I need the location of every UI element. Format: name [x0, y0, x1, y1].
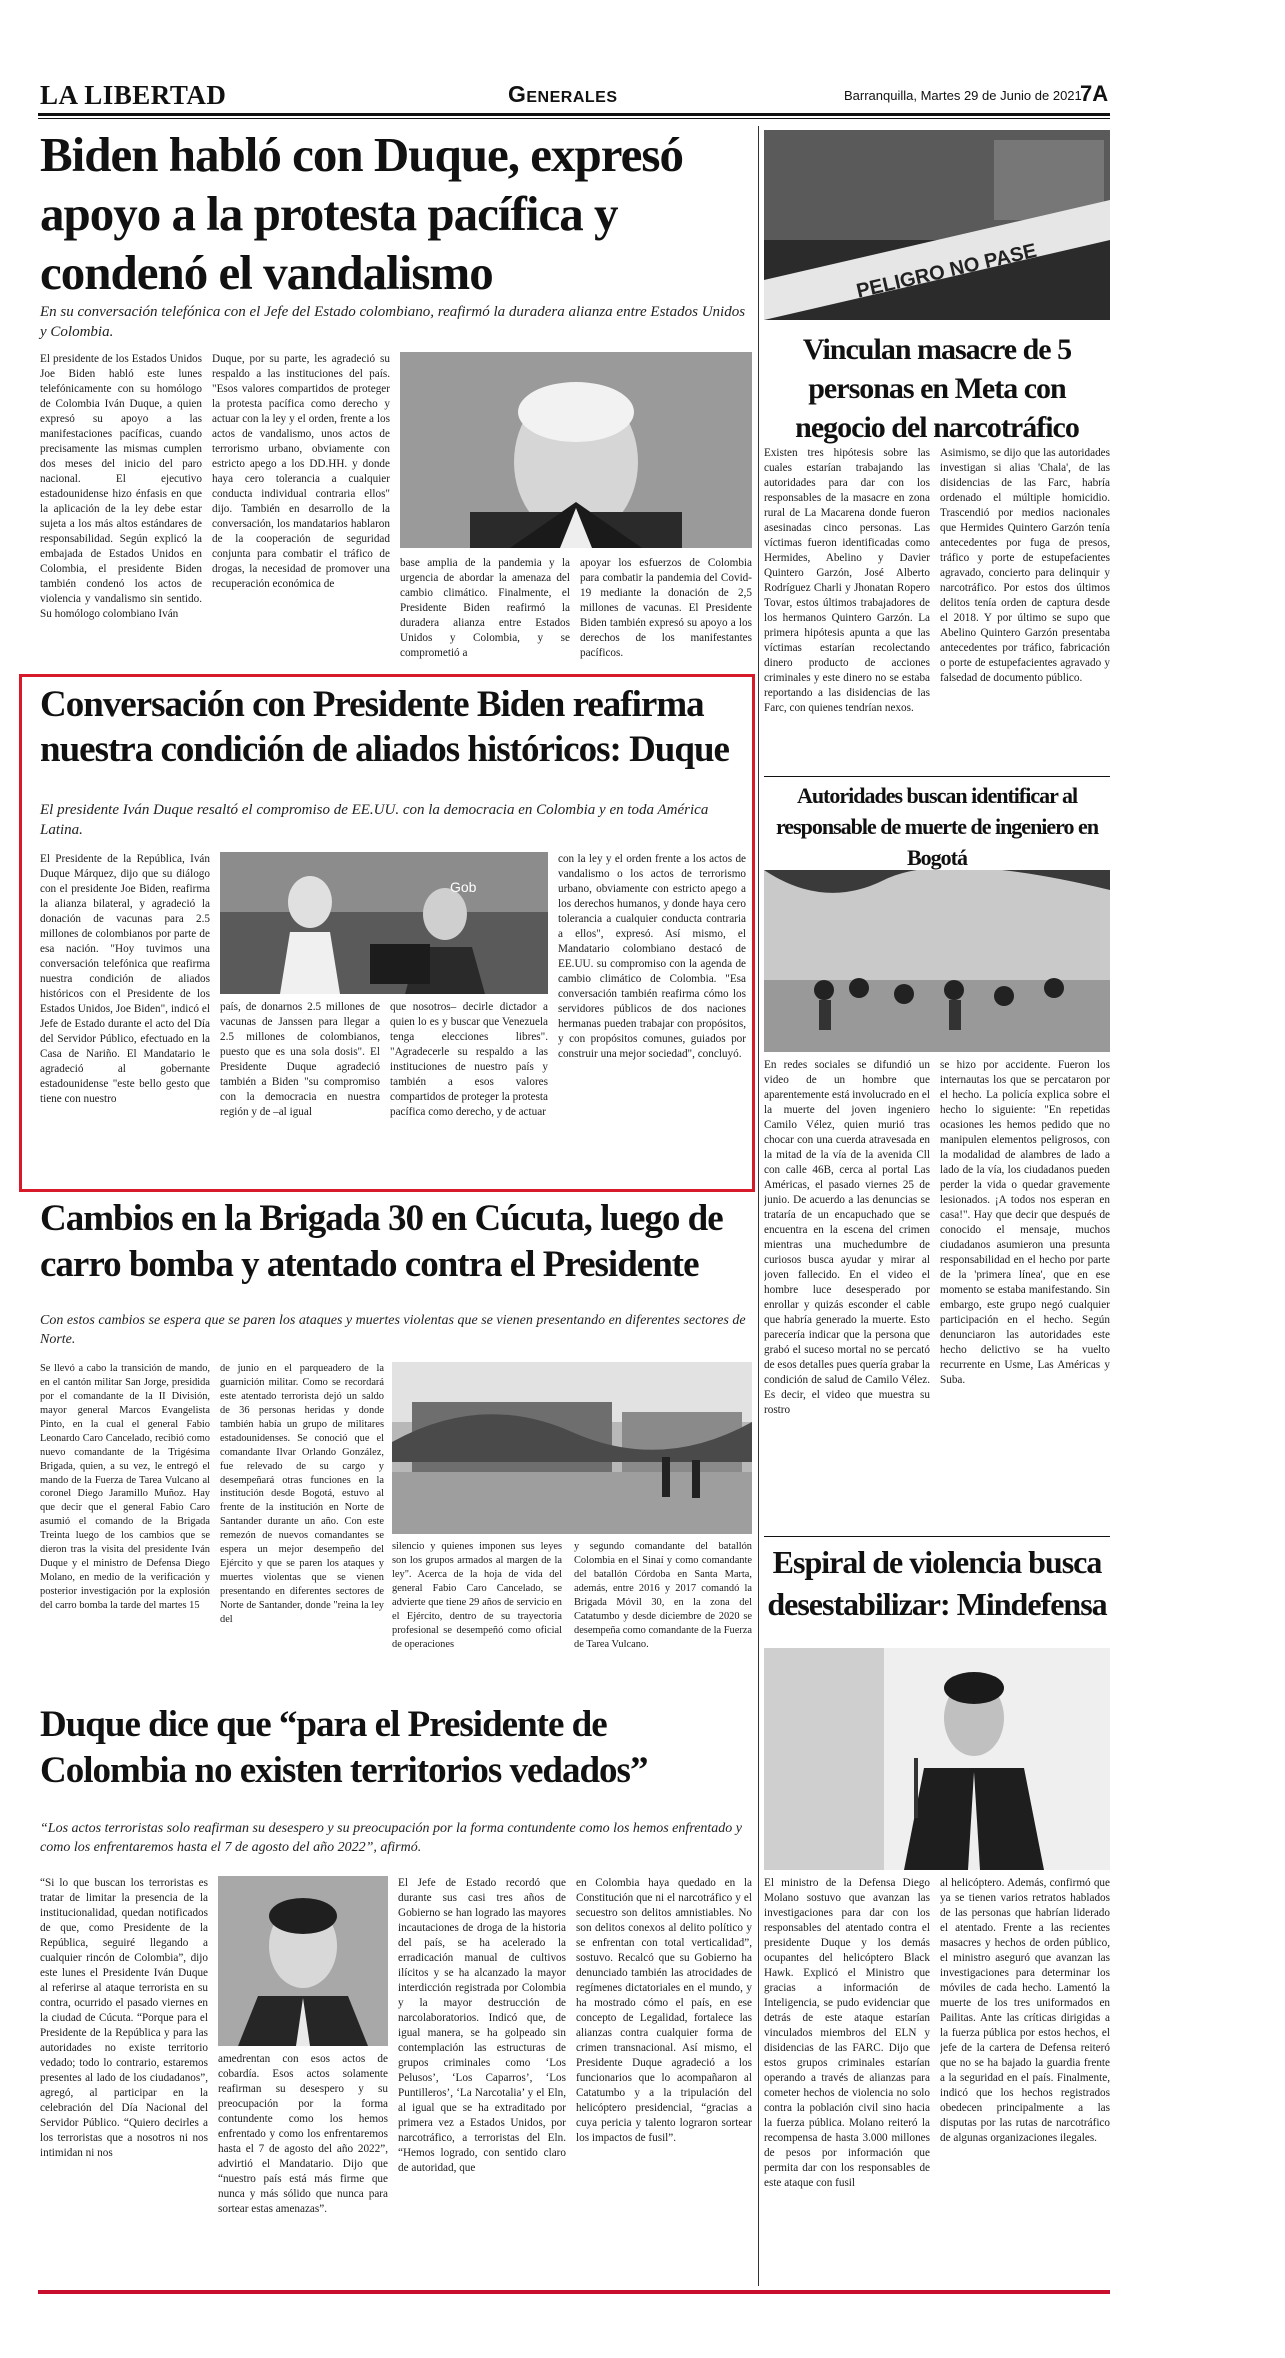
duque-portrait-art [218, 1876, 388, 2046]
s1-col1 [764, 446, 930, 774]
a3-deck: Con estos cambios se espera que se paren los ataques y muertes violentas que se vienen presentando en diferentes sectores de Norte. [40, 1313, 746, 1347]
s1-photo-tape [764, 130, 1110, 320]
a3-col2-text: de junio en el parqueadero de la guarnición militar. Como se recordará este atentado terrorista dejó un saldo de 36 personas heridas y donde también había un grupo de militares estadounidenses. Se conoció que el comandante Ilvar Orlando González, fue relevado de su cargo y desempeñará otras funciones en la institución desde Bogotá, estuvo al frente de la institución en Norte de Santander durante un año. Con este remezón de nuevos comandantes se espera un mejor desempeño del Ejército y que se paren los ataques y muertes violentas que se vienen presentando en diferentes sectores de Norte de Santander, donde "reina la ley del [220, 1363, 384, 1625]
a4-col4-text: en Colombia haya quedado en la Constitución que ni el narcotráfico y el secuestro son delitos amnistiables. No son delitos conexos al delito político y se enfrentan con total verticalidad”, sostuvo. Recalcó que su Gobierno ha denunciado también las atrocidades de regímenes dictatoriales en el mundo, y ha mostrado cómo el país, en ese concepto de Legalidad, fortalece las alianzas contra cualquier forma de crimen transnacional. Así mismo, el Presidente Duque agradeció a los funcionarios que lo acompañaron al Catatumbo y a la tripulación del helicóptero presidencial, “gracias a cuya pericia y talento lograron sortear los impactos de fusil”. [576, 1877, 752, 2144]
a1-col4 [580, 556, 752, 660]
a3-photo-brigade [392, 1362, 752, 1534]
tape-photo-art [764, 130, 1110, 320]
molano-photo-art [764, 1648, 1110, 1870]
s3-rule [764, 1536, 1110, 1537]
a2-headline: Conversación con Presidente Biden reafirma nuestra condición de aliados históricos: Duque [40, 684, 729, 771]
a4-headline: Duque dice que “para el Presidente de Colombia no existen territorios vedados” [40, 1704, 648, 1792]
a2-col4-text: con la ley y el orden frente a los actos de vandalismo o los actos de terrorismo urbano, obviamente con estricto apego a los derechos humanos, y donde haya cero tolerancia a cualquier conducta contraria a ellos", expresó. Así mismo, el Mandatario colombiano destacó de EE.UU. su compromiso con la agenda de cambio climático de Colombia. "Esa conversación también reafirma cómo los servidores públicos de dos naciones hermanas pueden trabajar con propósitos, y con propósitos comunes, guiados por construir una mejor sociedad", concluyó. [558, 853, 746, 1060]
a2-col2-text: país, de donarnos 2.5 millones de vacunas de Janssen para llegar a 2.5 millones de colombianos, puesto que es una sola dosis". El Presidente Duque agradeció también a Biden "su compromiso con la democracia en nuestra región y de –al igual [220, 1001, 380, 1118]
a2-col1-text: El Presidente de la República, Iván Duque Márquez, dijo que su diálogo con el presidente Joe Biden, reafirma la alianza bilateral, y agradeció la donación de vacunas para 2.5 millones de colombianos por parte de esa nación. "Hoy tuvimos una conversación telefónica que reafirma nuestra condición de aliados históricos con el Presidente de los Estados Unidos, Joe Biden", indicó el Jefe de Estado durante el acto del Día del Servidor Público, efectuado en la Casa de Nariño. El Mandatario le agradeció al gobernante estadounidense "este bello gesto que tiene con nuestro [40, 853, 210, 1105]
a3-col4 [574, 1540, 752, 1692]
a3-col4-text: y segundo comandante del batallón Colombia en el Sinaí y como comandante del batallón Córdoba en Santa Marta, además, entre 2016 y 2017 comandó la Brigada Móvil 30, en la zona del Catatumbo y desde diciembre de 2020 se desempeña como comandante de la Fuerza de Tarea Vulcano. [574, 1541, 752, 1650]
a2-col3-text: que nosotros– decirle dictador a quien lo es y buscar que Venezuela tenga elecciones libres". "Agradecerle su respaldo a las instituciones de nuestro país y también a esos valores compartidos de proteger la protesta pacífica como derecho, y de actuar [390, 1001, 548, 1118]
a4-col1 [40, 1876, 208, 2284]
a4-col4 [576, 1876, 752, 2284]
bottom-rule [38, 2290, 1110, 2294]
a2-photo-duque [220, 852, 548, 994]
s2-photo-crowd [764, 870, 1110, 1052]
a1-col4-text: apoyar los esfuerzos de Colombia para combatir la pandemia del Covid-19 mediante la donación de 2,5 millones de vacunas. El Presidente Biden también expresó su apoyo a los derechos de los manifestantes pacíficos. [580, 557, 752, 659]
a1-col3 [400, 556, 570, 660]
s2-col1-text: En redes sociales se difundió un video de un hombre que aparentemente está involucrado en el la muerte del joven ingeniero Camilo Vélez, quien murió tras chocar con una cuerda atravesada en la mitad de la vía de la avenida Cll con calle 46B, cerca al portal Las Américas, el pasado viernes 25 de junio. De acuerdo a las denuncias se trataría de un encapuchado que se encuentra en la escena del crimen mientras una muchedumbre de curiosos busca ayudar y mirar al joven fallecido. En el video el hombre luce desesperado por enrollar y quizás esconder el cable que habría generado la muerte. Esto parecería indicar que la persona que grabó el suceso mortal no se percató de esos detalles pues quería grabar la condición de salud de Camilo Vélez. Es decir, el video que muestra su rostro [764, 1059, 930, 1416]
s2-rule [764, 776, 1110, 777]
masthead [38, 76, 1110, 112]
s3-col2 [940, 1876, 1110, 2284]
a1-deck: En su conversación telefónica con el Jefe del Estado colombiano, reafirmó la duradera alianza entre Estados Unidos y Colombia. [40, 304, 746, 341]
a2-col1 [40, 852, 210, 1184]
duque-photo-art [220, 852, 548, 994]
masthead-rule [38, 113, 1110, 116]
s3-col2-text: al helicóptero. Además, confirmó que ya se tienen varios retratos hablados de las personas que habrían liderado el atentado. Frente a las recientes masacres y hechos de orden público, el ministro aseguró que avanzan las investigaciones para determinar los móviles de cada hecho. Lamentó la muerte de los tres uniformados en Pailitas. Ante las críticas dirigidas a la fuerza pública por estos hechos, el jefe de la cartera de Defensa reiteró que no se ha bajado la guardia frente a la seguridad en el país. Finalmente, indicó que los hechos registrados obedecen principalmente a las disputas por las rutas de narcotráfico de algunas organizaciones ilegales. [940, 1877, 1110, 2144]
a2-col2 [220, 1000, 380, 1184]
a1-col1 [40, 352, 202, 660]
s3-headline: Espiral de violencia busca desestabilizar: Mindefensa [767, 1544, 1107, 1622]
a1-col1-text: El presidente de los Estados Unidos Joe Biden habló este lunes telefónicamente con su homólogo de Colombia Iván Duque, a quien expresó su apoyo a las manifestaciones pacíficas, cuando precisamente las mismas cumplen dos meses del inicio del paro nacional. El ejecutivo estadounidense hizo énfasis en que la aplicación de la ley debe estar sujeta a los más altos estándares de responsabilidad. Según explicó la embajada de Estados Unidos en Colombia, el presidente Biden también condenó los actos de violencia y vandalismo sin sentido. Su homólogo colombiano Iván [40, 353, 202, 620]
s2-col2-text: se hizo por accidente. Fueron los internautas los que se percataron por el hecho. La policía explica sobre el hecho lo siguiente: "En repetidas ocasiones les hemos pedido que no manipulen elementos peligrosos, con la modalidad de alambres de lado a lado de la vía, los ciudadanos pueden perder la vida o quedar gravemente lesionados. ¡A todos nos esperan en casa!". Hay que decir que después de conocido el mensaje, muchos ciudadanos asumieron una presunta responsabilidad en el hecho por parte de la 'primera línea', que en ese momento se estaba manifestando. Sin embargo, este grupo negó cualquier participación en el hecho. Según denunciaron las autoridades este hecho delictivo se ha vuelto recurrente en Usme, Las Américas y Suba. [940, 1059, 1110, 1386]
s1-col2 [940, 446, 1110, 774]
s2-headline: Autoridades buscan identificar al responsable de muerte de ingeniero en Bogotá [775, 783, 1099, 871]
a4-col2-text: amedrentan con esos actos de cobardía. Esos actos solamente reafirman su desespero y su preocupación por la forma contundente como los hemos enfrentado y como los enfrentaremos hasta el 7 de agosto del año 2022”, advirtió el Mandatario. Dijo que “nuestro país está más firme que nunca y más sólido que nunca para sortear estas amenazas”. [218, 2053, 388, 2215]
s2-col2 [940, 1058, 1110, 1530]
s1-headline: Vinculan masacre de 5 personas en Meta con negocio del narcotráfico [795, 333, 1079, 444]
column-divider [758, 126, 759, 2286]
page-number: 7A [1080, 81, 1109, 106]
section-name: Generales [508, 81, 618, 107]
s2-col1 [764, 1058, 930, 1530]
a1-col2-text: Duque, por su parte, les agradeció su respaldo a las instituciones del país. "Esos valores compartidos de proteger la protesta pacífica como derecho y actuar con la ley y el orden, frente a los actos de vandalismo, unos actos de terrorismo urbano, obviamente con estricto apego a los DD.HH. y donde haya cero tolerancia a cualquier conducta individual contraria ellos" dijo. También en desarrollo de la conversación, los mandatarios hablaron de la cooperación de seguridad conjunta para combatir el tráfico de drogas, la necesidad de promover una recuperación económica de [212, 353, 390, 590]
a3-col2 [220, 1362, 384, 1692]
a4-col3-text: El Jefe de Estado recordó que durante sus casi tres años de Gobierno se han logrado las mayores incautaciones de droga de la historia del país, se ha acelerado la erradicación manual de cultivos ilícitos y se ha alcanzado la mayor interdicción registrada por Colombia y la mayor destrucción de narcolaboratorios. Indicó que, de igual manera, se ha golpeado sin contemplación las estructuras de grupos criminales como ‘Los Pelusos’, ‘Los Caparros’, ‘Los Puntilleros’, ‘La Narcotalia’ y el Eln, al igual que se ha extraditado por primera vez a Estados Unidos, por narcotráfico, a terroristas del Eln. “Hemos logrado, con sentido claro de autoridad, que [398, 1877, 566, 2174]
a1-col2 [212, 352, 390, 660]
masthead-rule-thin [38, 118, 1110, 119]
a3-col3-text: silencio y quienes imponen sus leyes son los grupos armados al margen de la ley". Acerca de la hoja de vida del general Fabio Caro Cancelado, se advierte que tiene 29 años de servicio en el Ejército, dentro de su trayectoria profesional se desempeñó como oficial de operaciones [392, 1541, 562, 1650]
a1-headline: Biden habló con Duque, expresó apoyo a la protesta pacífica y condenó el vandalismo [40, 127, 683, 300]
a3-col1 [40, 1362, 210, 1692]
a2-col4 [558, 852, 746, 1184]
a3-col1-text: Se llevó a cabo la transición de mando, en el cantón militar San Jorge, presidida por el comandante de la II División, mayor general Marcos Evangelista Pinto, en la cual el general Fabio Leonardo Caro Cancelado, recibió como nuevo comandante de la Trigésima Brigada, quien, a su vez, le entregó el mando de la Fuerza de Tarea Vulcano al coronel Diego Jaramillo Muñoz. Hay que decir que el general Fabio Caro asumió el comando de la Brigada Treinta luego de los cambios que se dieron tras la visita del presidente Iván Duque y el ministro de Defensa Diego Molano, en medio de la verificación y posterior investigación por la explosión del carro bomba la tarde del martes 15 [40, 1363, 210, 1611]
s3-photo-molano [764, 1648, 1110, 1870]
a4-col2 [218, 2052, 388, 2284]
a4-col1-text: “Si lo que buscan los terroristas es tratar de limitar la presencia de la institucionalidad, quedan notificados de que, como Presidente de la República, seguiré llegando a cualquier rincón de Colombia”, dijo este lunes el Presidente Iván Duque al referirse al ataque terrorista en su contra, ocurrido el pasado viernes en la ciudad de Cúcuta. “Porque para el Presidente de la República y para las autoridades no existe territorio vedado; todo lo contrario, estaremos presentes al lado de los ciudadanos”, agregó, al participar en la celebración del Día Nacional del Servidor Público. “Quiero decirles a los terroristas que a nosotros ni nos intimidan ni nos [40, 1877, 208, 2159]
a2-col3 [390, 1000, 548, 1184]
crowd-photo-art [764, 870, 1110, 1052]
a4-deck: “Los actos terroristas solo reafirman su desespero y su preocupación por la forma contundente como los hemos enfrentado y como los enfrentaremos hasta el 7 de agosto del año 2022”, afirmó. [40, 1821, 743, 1855]
a1-col3-text: base amplia de la pandemia y la urgencia de abordar la amenaza del cambio climático. Finalmente, el Presidente Biden reafirmó la duradera alianza entre Estados Unidos y Colombia, y se comprometió a [400, 557, 570, 659]
a3-col3 [392, 1540, 562, 1692]
a3-headline: Cambios en la Brigada 30 en Cúcuta, luego de carro bomba y atentado contra el Presidente [40, 1198, 723, 1286]
s3-col1-text: El ministro de la Defensa Diego Molano sostuvo que avanzan las investigaciones para dar con los responsables del atentado contra el presidente Duque y los demás ocupantes del helicóptero Black Hawk. Explicó el Ministro que gracias a información de Inteligencia, se pudo evidenciar que detrás de este ataque estarían vinculados miembros del ELN y disidencias de las FARC. Dijo que estos grupos criminales estarían operando a través de alianzas para cometer hechos de violencia no solo contra la población civil sino hacia la fuerza pública. Molano reiteró la recompensa de hasta 3.000 millones de pesos por información que permita dar con los responsables de este ataque con fusil [764, 1877, 930, 2189]
a1-photo-biden [400, 352, 752, 548]
paper-name: LA LIBERTAD [40, 80, 227, 110]
dateline: Barranquilla, Martes 29 de Junio de 2021 [844, 88, 1082, 103]
s1-col2-text: Asimismo, se dijo que las autoridades investigan si alias 'Chala', de las disidencias de las Farc, habría ordenado el múltiple homicidio. Trascendió por medios nacionales que Hermides Quintero Garzón tenía antecedentes por fuga de presos, tráfico y porte de estupefacientes agravado, concierto para delinquir y narcotráfico. Por estos dos últimos delitos tenía orden de captura desde el 2018. Y por último se supo que Abelino Quintero Garzón presentaba antecedentes por tráfico, fabricación o porte de estupefacientes agravado y falsedad de documento público. [940, 447, 1110, 684]
a2-deck: El presidente Iván Duque resaltó el compromiso de EE.UU. con la democracia en Colombia y en toda América Latina. [40, 802, 709, 839]
a4-col3 [398, 1876, 566, 2284]
tape-text: PELIGRO NO PASE [854, 239, 1039, 303]
brigade-photo-art [392, 1362, 752, 1534]
a4-photo-duque [218, 1876, 388, 2046]
biden-photo-art [400, 352, 752, 548]
s1-col1-text: Existen tres hipótesis sobre las cuales estarían trabajando las autoridades para dar con los responsables de la masacre en zona rural de La Macarena donde fueron asesinadas cinco personas. Las víctimas fueron identificadas como Hermides, Abelino y Davier Quintero Garzón, José Alberto Rodríguez Charli y Jhonatan Ropero Tovar, estos últimos trabajadores de los hermanos Quintero Garzón. La primera hipótesis apunta a que las víctimas estarían recolectando dinero producto de acciones criminales y este dinero no se estaba reportando a las disidencias de las Farc, con quienes tendrían nexos. [764, 447, 930, 714]
s3-col1 [764, 1876, 930, 2284]
gob-label: Gob [450, 879, 477, 895]
